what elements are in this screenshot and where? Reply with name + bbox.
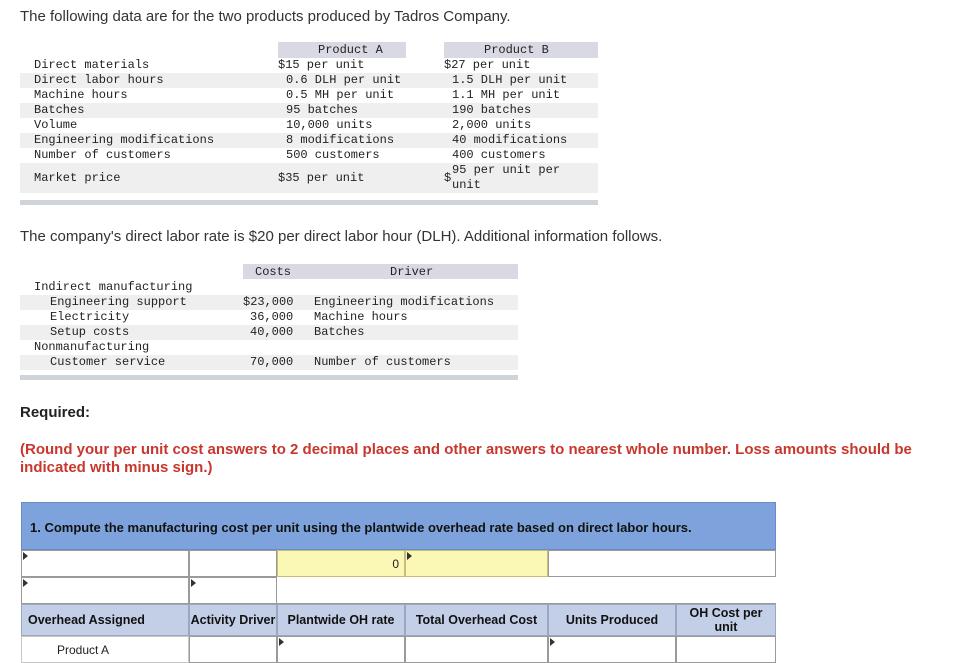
cost-label: Engineering support xyxy=(50,295,187,309)
cost-driver: Batches xyxy=(314,325,365,339)
oh-cost-per-unit-input[interactable] xyxy=(676,636,776,663)
product-a-value: 95 batches xyxy=(286,103,359,117)
cost-label: Setup costs xyxy=(50,325,130,339)
product-b-value: 2,000 units xyxy=(452,118,532,132)
product-a-header: Product A xyxy=(318,43,383,57)
question-text: 1. Compute the manufacturing cost per unit using the plantwide overhead rate based on direct labor hours. xyxy=(30,520,692,535)
product-a-value: 500 customers xyxy=(286,148,380,162)
cost-table xyxy=(20,264,518,382)
cost-driver: Engineering modifications xyxy=(314,295,495,309)
answer-input[interactable] xyxy=(189,550,277,577)
total-overhead-cost-input[interactable] xyxy=(405,636,548,663)
cost-value: 70,000 xyxy=(250,355,294,369)
product-a-value: 0.5 MH per unit xyxy=(286,88,395,102)
cost-value: 36,000 xyxy=(250,310,294,324)
product-b-value: $27 per unit xyxy=(444,58,531,72)
labor-rate-text: The company's direct labor rate is $20 per direct labor hour (DLH). Additional information follows. xyxy=(20,228,663,245)
cost-label: Electricity xyxy=(50,310,130,324)
rate-input[interactable] xyxy=(277,550,405,577)
answer-input[interactable] xyxy=(405,550,548,577)
plantwide-oh-rate-header: Plantwide OH rate xyxy=(277,604,405,636)
row-label: Direct materials xyxy=(34,58,150,72)
section-indirect: Indirect manufacturing xyxy=(34,280,193,294)
activity-driver-input[interactable] xyxy=(189,636,277,663)
row-label: Number of customers xyxy=(34,148,171,162)
product-data-table xyxy=(20,42,598,206)
row-spacer xyxy=(277,577,776,604)
product-a-value: 10,000 units xyxy=(286,118,373,132)
section-nonmanufacturing: Nonmanufacturing xyxy=(34,340,150,354)
costs-header: Costs xyxy=(255,265,292,279)
row-label: Batches xyxy=(34,103,85,117)
product-a-row-label xyxy=(21,636,189,663)
product-b-value-cont: unit xyxy=(452,178,481,192)
activity-driver-header: Activity Driver xyxy=(189,604,277,636)
product-a-value: $15 per unit xyxy=(278,58,365,72)
product-a-value: 0.6 DLH per unit xyxy=(286,73,402,87)
row-label: Market price xyxy=(34,171,121,185)
row-label: Volume xyxy=(34,118,78,132)
product-b-value: 40 modifications xyxy=(452,133,568,147)
intro-text: The following data are for the two products produced by Tadros Company. xyxy=(20,8,511,25)
product-b-value: 95 per unit per xyxy=(452,163,561,177)
answer-input[interactable] xyxy=(189,577,277,604)
required-heading: Required: xyxy=(20,404,91,421)
answer-input[interactable] xyxy=(548,550,776,577)
cost-value: 40,000 xyxy=(250,325,294,339)
oh-cost-per-unit-header: OH Cost per unit xyxy=(676,604,776,636)
product-b-dollar: $ xyxy=(444,171,452,185)
units-produced-input[interactable] xyxy=(548,636,676,663)
product-b-value: 1.5 DLH per unit xyxy=(452,73,568,87)
cost-value: $23,000 xyxy=(243,295,294,309)
cost-label: Customer service xyxy=(50,355,166,369)
plantwide-oh-rate-input[interactable] xyxy=(277,636,405,663)
rounding-instructions: (Round your per unit cost answers to 2 decimal places and other answers to nearest whole number. Loss amounts should be indicated with minus sign.) xyxy=(20,441,912,476)
product-b-value: 400 customers xyxy=(452,148,546,162)
product-a-value: $35 per unit xyxy=(278,171,365,185)
question-banner xyxy=(21,502,776,550)
product-b-header: Product B xyxy=(484,43,549,57)
units-produced-header: Units Produced xyxy=(548,604,676,636)
answer-input-label[interactable] xyxy=(21,550,189,577)
product-b-value: 1.1 MH per unit xyxy=(452,88,561,102)
rate-value: 0 xyxy=(392,557,399,571)
product-a-label: Product A xyxy=(57,643,110,657)
row-label: Machine hours xyxy=(34,88,128,102)
total-overhead-cost-header: Total Overhead Cost xyxy=(405,604,548,636)
answer-input-label[interactable] xyxy=(21,577,189,604)
row-label: Direct labor hours xyxy=(34,73,164,87)
product-b-value: 190 batches xyxy=(452,103,532,117)
row-label: Engineering modifications xyxy=(34,133,215,147)
driver-header: Driver xyxy=(390,265,434,279)
overhead-assigned-header: Overhead Assigned xyxy=(21,604,189,636)
cost-driver: Machine hours xyxy=(314,310,408,324)
cost-driver: Number of customers xyxy=(314,355,451,369)
product-a-value: 8 modifications xyxy=(286,133,395,147)
